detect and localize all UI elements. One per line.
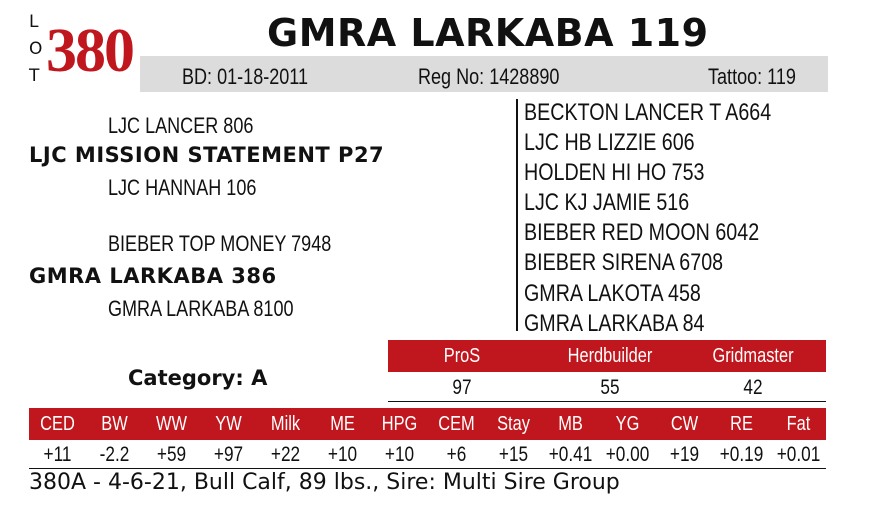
ancestor: LJC HB LIZZIE 606 xyxy=(524,129,695,156)
sire: LJC MISSION STATEMENT P27 xyxy=(29,143,385,167)
epd-value: +6 xyxy=(446,443,467,466)
ancestor: LJC KJ JAMIE 516 xyxy=(524,189,690,216)
ancestor: GMRA LARKABA 84 xyxy=(524,310,705,337)
epd-value: +10 xyxy=(327,443,358,466)
index-header: Herdbuilder xyxy=(567,345,653,367)
epd-header: YG xyxy=(615,413,640,435)
epd-value: +22 xyxy=(270,443,301,466)
epd-header: Stay xyxy=(497,413,530,435)
ancestor: BIEBER RED MOON 6042 xyxy=(524,219,760,246)
index-value: 42 xyxy=(743,376,763,399)
epd-value: +11 xyxy=(43,443,72,466)
birth-date: BD: 01-18-2011 xyxy=(182,64,309,89)
sire-sire: LJC LANCER 806 xyxy=(108,113,254,138)
epd-header: BW xyxy=(101,413,128,435)
epd-value: +0.41 xyxy=(548,443,593,466)
epd-header-row xyxy=(29,413,826,439)
epd-header: ME xyxy=(330,413,355,435)
index-value: 55 xyxy=(600,376,620,399)
lot-number: 380 xyxy=(46,17,133,85)
epd-header: HPG xyxy=(381,413,418,435)
page-title: GMRA LARKABA 119 xyxy=(267,11,709,55)
lot-letter-l: L xyxy=(29,12,39,32)
epd-header: YW xyxy=(215,413,242,435)
dam: GMRA LARKABA 386 xyxy=(29,264,277,288)
epd-value: +97 xyxy=(213,443,244,466)
pedigree-divider xyxy=(516,99,518,331)
ancestor: HOLDEN HI HO 753 xyxy=(524,159,705,186)
lot-letter-o: O xyxy=(29,39,43,59)
epd-header: Milk xyxy=(270,413,301,435)
epd-header: Fat xyxy=(786,413,811,435)
epd-value: -2.2 xyxy=(99,443,130,466)
epd-value: +0.00 xyxy=(605,443,650,466)
ancestor: BECKTON LANCER T A664 xyxy=(524,99,772,126)
index-header: Gridmaster xyxy=(712,345,794,367)
sire-dam: LJC HANNAH 106 xyxy=(108,175,257,200)
lot-letter-t: T xyxy=(29,66,40,86)
ancestor: GMRA LAKOTA 458 xyxy=(524,280,701,307)
dam-sire: BIEBER TOP MONEY 7948 xyxy=(108,231,332,256)
epd-value: +10 xyxy=(384,443,415,466)
epd-header: RE xyxy=(730,413,753,435)
epd-value: +19 xyxy=(669,443,700,466)
category: Category: A xyxy=(128,366,268,390)
epd-value: +0.01 xyxy=(776,443,821,466)
epd-header: MB xyxy=(558,413,583,435)
epd-value: +15 xyxy=(498,443,529,466)
epd-value: +0.19 xyxy=(719,443,764,466)
index-value: 97 xyxy=(452,376,472,399)
dam-dam: GMRA LARKABA 8100 xyxy=(108,296,294,321)
epd-header: CEM xyxy=(438,413,475,435)
epd-value-row xyxy=(29,443,826,469)
index-header: ProS xyxy=(443,345,481,367)
tattoo: Tattoo: 119 xyxy=(708,64,796,89)
index-rule xyxy=(388,401,826,402)
epd-header: CED xyxy=(40,413,75,435)
footer-note: 380A - 4-6-21, Bull Calf, 89 lbs., Sire: Multi Sire Group xyxy=(29,470,620,495)
ancestor: BIEBER SIRENA 6708 xyxy=(524,249,724,276)
epd-rule xyxy=(29,468,826,469)
epd-header: WW xyxy=(156,413,187,435)
registration-number: Reg No: 1428890 xyxy=(418,64,560,89)
epd-header: CW xyxy=(670,413,699,435)
epd-value: +59 xyxy=(156,443,187,466)
